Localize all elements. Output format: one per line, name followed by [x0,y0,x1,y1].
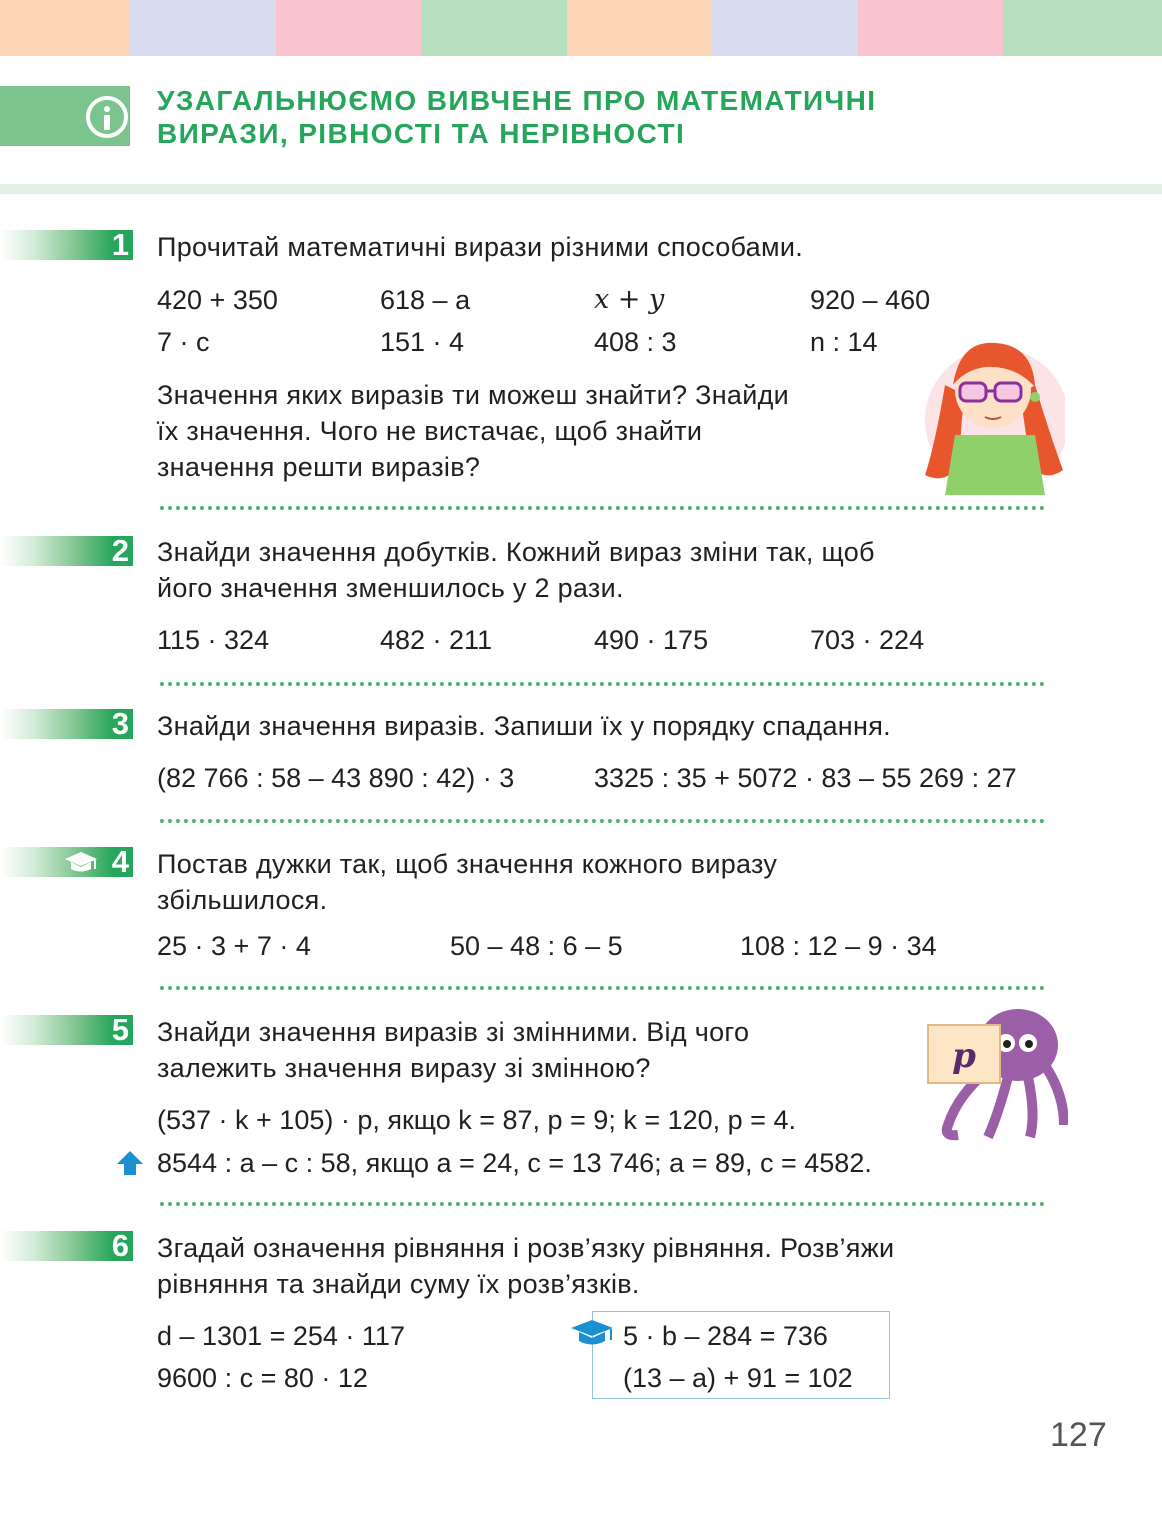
stripe [276,0,421,56]
up-arrow-icon [115,1149,145,1177]
equation: 5 · b – 284 = 736 [623,1321,828,1351]
page-number: 127 [1050,1416,1107,1454]
expression: (82 766 : 58 – 43 890 : 42) · 3 [157,763,515,793]
expression: 115 · 324 [157,625,270,655]
task-text: Згадай означення рівняння і розв’язку рівняння. Розв’яжи [157,1233,895,1263]
stripe [0,0,130,56]
dotted-divider [160,1202,1045,1206]
task-number-marker [0,706,133,741]
title-line: ВИРАЗИ, РІВНОСТІ ТА НЕРІВНОСТІ [157,118,686,149]
task-number: 4 [111,844,129,879]
task-question: їх значення. Чого не вистачає, щоб знайти [157,416,703,446]
task-text: його значення зменшилось у 2 рази. [157,573,624,603]
task-text: Знайди значення добутків. Кожний вираз зміни так, щоб [157,537,875,567]
expression: 151 · 4 [380,327,465,357]
task-number: 5 [111,1012,129,1047]
expression: 420 + 350 [157,285,278,315]
octopus-with-card-illustration [918,1005,1068,1145]
task-text: рівняння та знайди суму їх розв’язків. [157,1269,640,1299]
expression: 920 – 460 [810,285,931,315]
expression: 108 : 12 – 9 · 34 [740,931,937,961]
task-text: збільшилося. [157,885,328,915]
variable-expression-line: 8544 : a – c : 58, якщо a = 24, c = 13 746; a = 89, c = 4582. [157,1148,872,1178]
expression: x + y [594,284,665,315]
expression: 482 · 211 [380,625,493,655]
expression: 3325 : 35 + 5072 · 83 – 55 269 : 27 [594,763,1017,793]
dotted-divider [160,819,1045,823]
top-color-stripes [0,0,1162,56]
task-number-marker [0,227,133,262]
expression: 50 – 48 : 6 – 5 [450,931,623,961]
equation: (13 – a) + 91 = 102 [623,1363,853,1393]
task-number-marker [0,844,133,879]
header-divider [0,184,1162,194]
task-text: Знайди значення виразів. Запиши їх у порядку спадання. [157,711,891,741]
task-number-marker [0,1228,133,1263]
equation: d – 1301 = 254 · 117 [157,1321,405,1351]
dotted-divider [160,986,1045,990]
stripe [1003,0,1162,56]
title-line: УЗАГАЛЬНЮЄМО ВИВЧЕНЕ ПРО МАТЕМАТИЧНІ [157,85,877,116]
stripe [567,0,712,56]
task-number: 3 [111,706,129,741]
task-text: Постав дужки так, щоб значення кожного виразу [157,849,778,879]
page-title [157,84,1057,150]
girl-with-glasses-illustration [915,325,1065,495]
expression: 408 : 3 [594,327,677,357]
task-question: значення решти виразів? [157,452,481,482]
expression: 703 · 224 [810,625,925,655]
equation: 9600 : c = 80 · 12 [157,1363,368,1393]
expression: 7 · c [157,327,210,357]
stripe [421,0,567,56]
task-number: 1 [111,227,129,262]
task-text: Прочитай математичні вирази різними способами. [157,232,804,262]
expression: n : 14 [810,327,878,357]
dotted-divider [160,682,1045,686]
info-icon [86,96,128,138]
dotted-divider [160,506,1045,510]
task-number: 2 [111,533,129,568]
expression: 25 · 3 + 7 · 4 [157,931,311,961]
graduation-cap-icon [63,851,99,873]
expression: 618 – a [380,285,471,315]
task-number-marker [0,533,133,568]
stripe [130,0,276,56]
variable-expression-line: (537 · k + 105) · p, якщо k = 87, p = 9; k = 120, p = 4. [157,1105,796,1135]
graduation-cap-icon [569,1318,615,1348]
stripe [712,0,858,56]
task-question: Значення яких виразів ти можеш знайти? Знайди [157,380,790,410]
expression: 490 · 175 [594,625,709,655]
task-number-marker [0,1012,133,1047]
task-number: 6 [111,1228,129,1263]
task-text: залежить значення виразу зі змінною? [157,1053,651,1083]
card-letter: p [952,1036,976,1076]
task-text: Знайди значення виразів зі змінними. Від чого [157,1017,750,1047]
stripe [858,0,1003,56]
